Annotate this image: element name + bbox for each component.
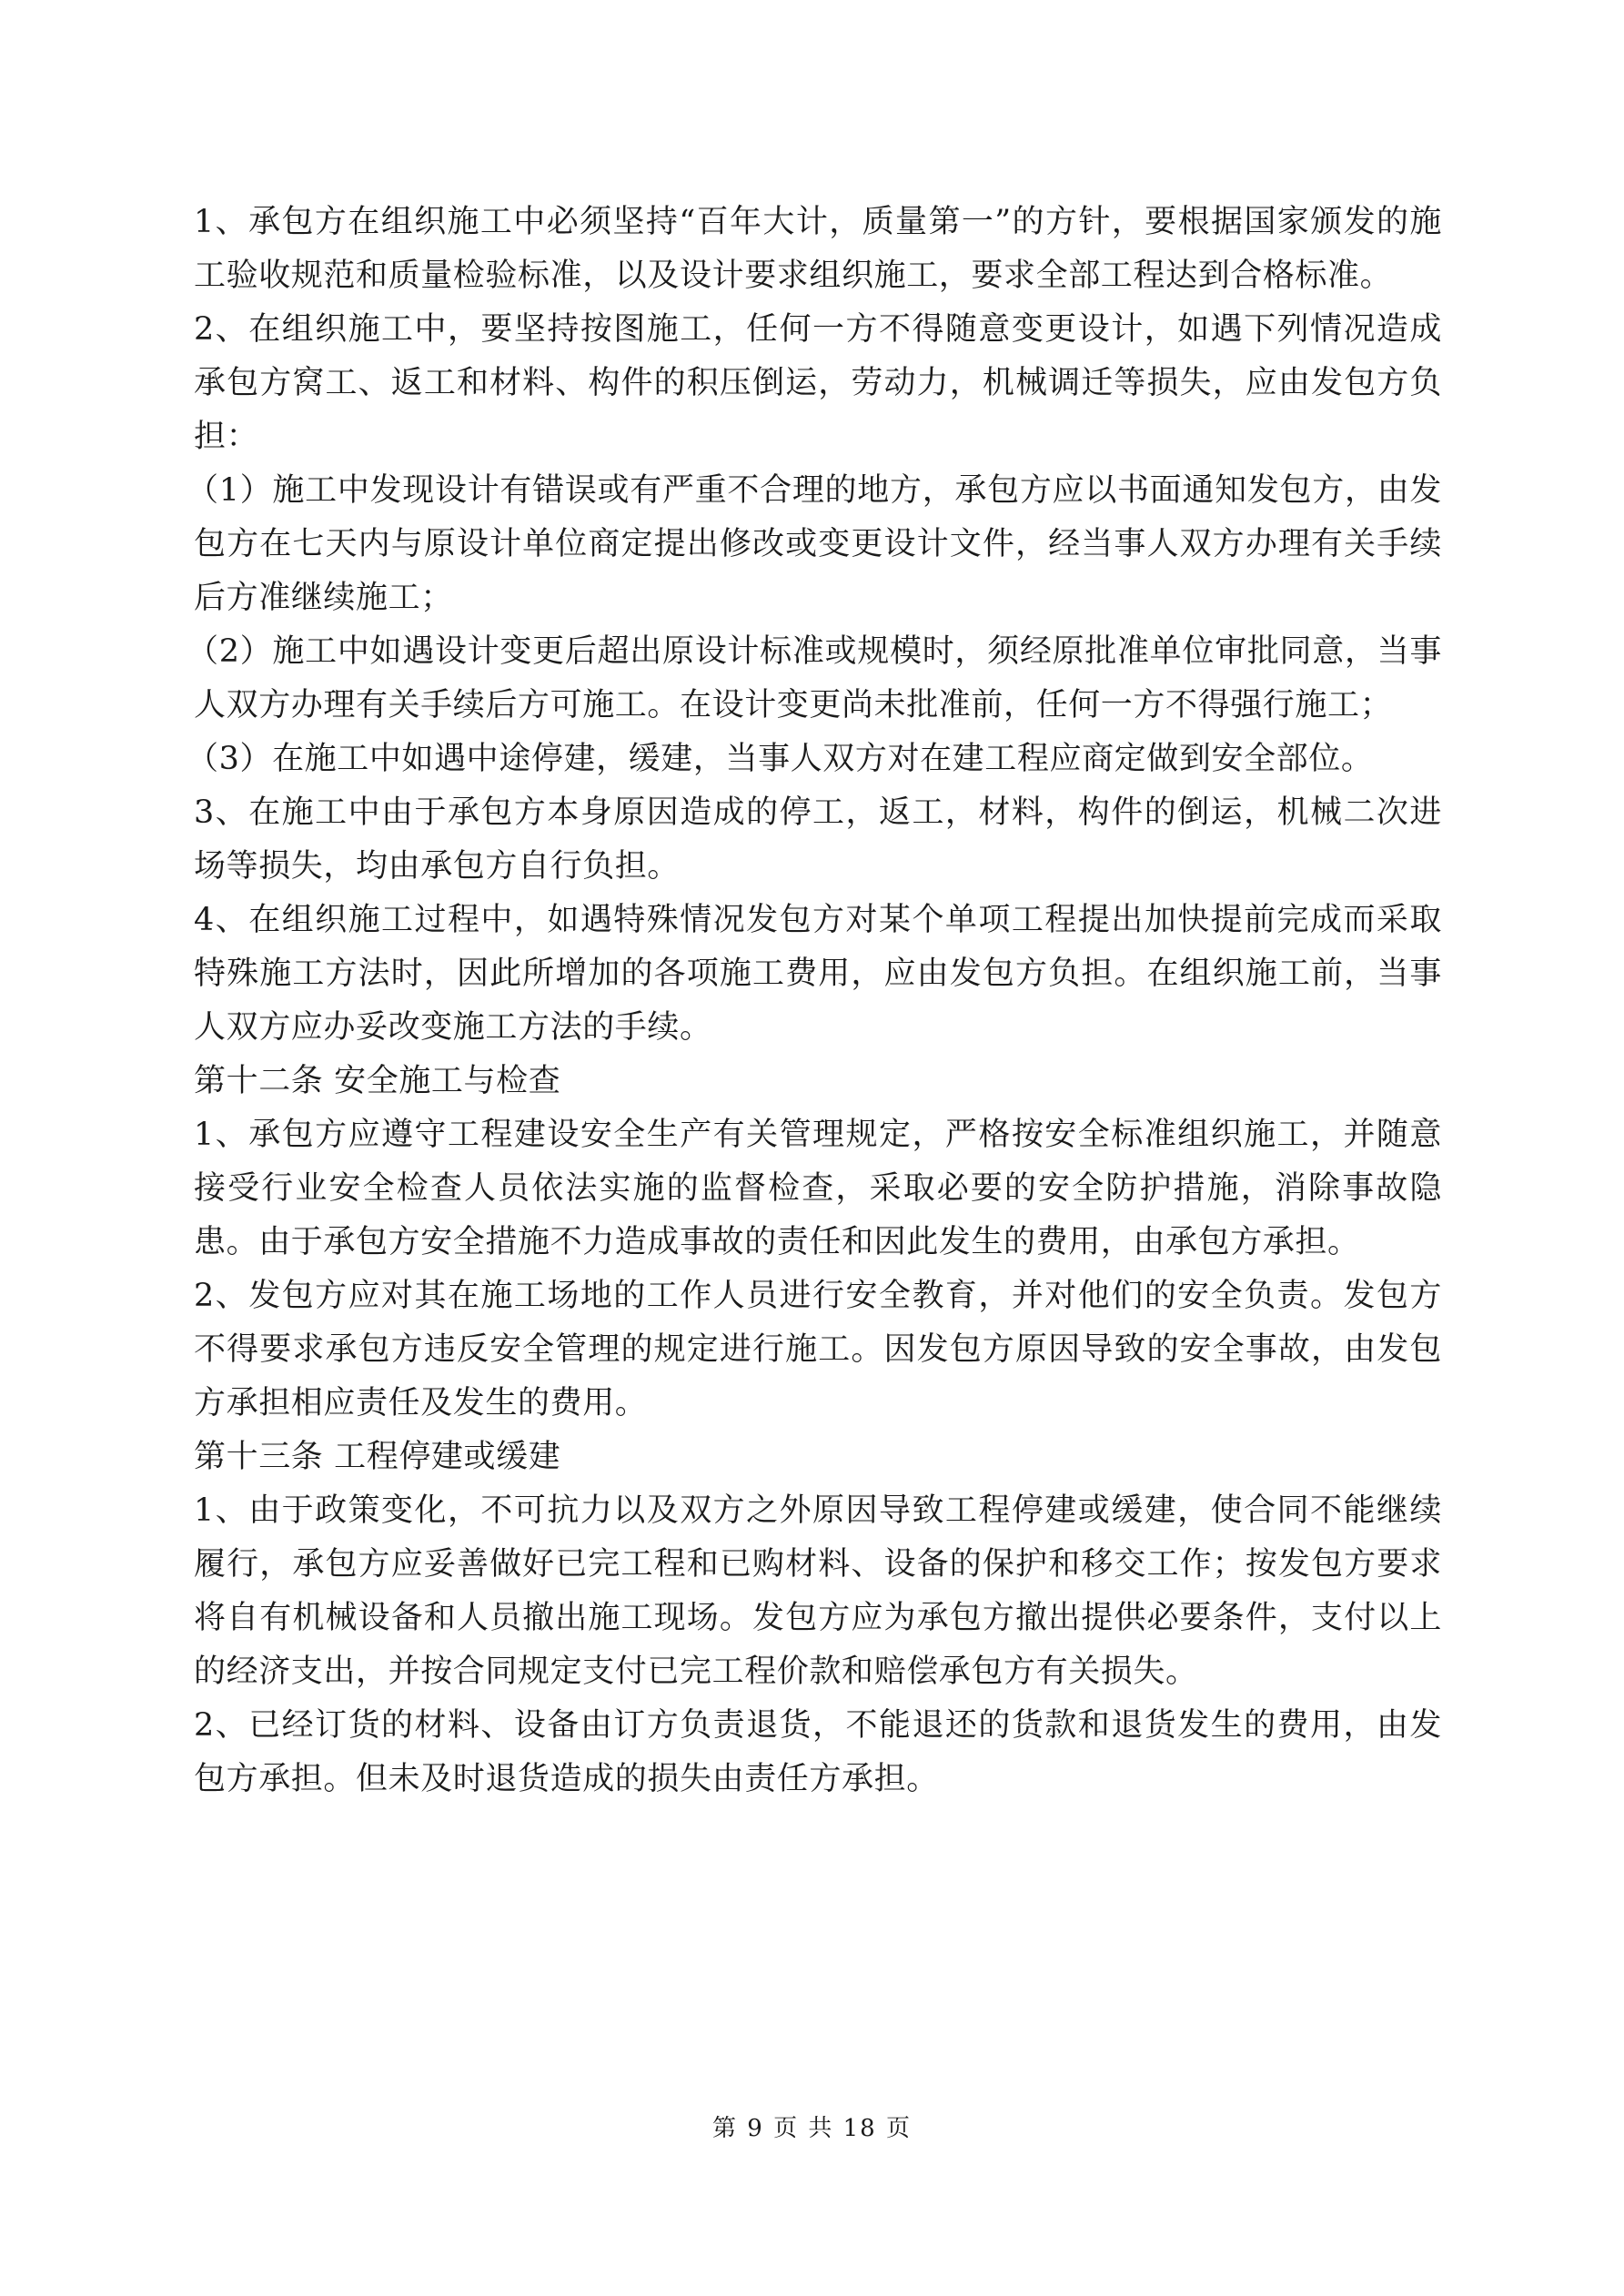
paragraph-subitem-3: （3）在施工中如遇中途停建，缓建，当事人双方对在建工程应商定做到安全部位。 [187,741,1374,777]
section-heading-article-12: 第十二条 安全施工与检查 [194,1063,561,1099]
page-number-footer: 第 9 页 共 18 页 [712,2115,912,2142]
paragraph-subitem-2: （2）施工中如遇设计变更后超出原设计标准或规模时，须经原批准单位审批同意，当事人双方办理有关手续后方可施工。在设计变更尚未批准前，任何一方不得强行施工； [187,633,1442,723]
section-heading-article-13: 第十三条 工程停建或缓建 [194,1439,561,1475]
paragraph-subitem-1: （1）施工中发现设计有错误或有严重不合理的地方，承包方应以书面通知发包方，由发包方在七天内与原设计单位商定提出修改或变更设计文件，经当事人双方办理有关手续后方准继续施工； [187,472,1442,616]
paragraph-safety-clause-1: 1、承包方应遵守工程建设安全生产有关管理规定，严格按安全标准组织施工，并随意接受行业安全检查人员依法实施的监督检查，采取必要的安全防护措施，消除事故隐患。由于承包方安全措施不力造成事故的责任和因此发生的费用，由承包方承担。 [194,1117,1442,1260]
paragraph-quality-clause-2: 2、在组织施工中，要坚持按图施工，任何一方不得随意变更设计，如遇下列情况造成承包方窝工、返工和材料、构件的积压倒运，劳动力，机械调迁等损失，应由发包方负担： [194,311,1442,455]
paragraph-quality-clause-3: 3、在施工中由于承包方本身原因造成的停工，返工，材料，构件的倒运，机械二次进场等损失，均由承包方自行负担。 [194,794,1442,885]
paragraph-suspension-clause-2: 2、已经订货的材料、设备由订方负责退货，不能退还的货款和退货发生的费用，由发包方承担。但未及时退货造成的损失由责任方承担。 [194,1707,1442,1797]
paragraph-quality-clause-1: 1、承包方在组织施工中必须坚持“百年大计，质量第一”的方针，要根据国家颁发的施工验收规范和质量检验标准，以及设计要求组织施工，要求全部工程达到合格标准。 [194,204,1442,294]
document-body [187,196,1442,1806]
paragraph-suspension-clause-1: 1、由于政策变化，不可抗力以及双方之外原因导致工程停建或缓建，使合同不能继续履行，承包方应妥善做好已完工程和已购材料、设备的保护和移交工作；按发包方要求将自有机械设备和人员撤出施工现场。发包方应为承包方撤出提供必要条件，支付以上的经济支出，并按合同规定支付已完工程价款和赔偿承包方有关损失。 [194,1492,1442,1690]
paragraph-quality-clause-4: 4、在组织施工过程中，如遇特殊情况发包方对某个单项工程提出加快提前完成而采取特殊施工方法时，因此所增加的各项施工费用，应由发包方负担。在组织施工前，当事人双方应办妥改变施工方法的手续。 [194,902,1442,1046]
paragraph-safety-clause-2: 2、发包方应对其在施工场地的工作人员进行安全教育，并对他们的安全负责。发包方不得要求承包方违反安全管理的规定进行施工。因发包方原因导致的安全事故，由发包方承担相应责任及发生的费用。 [194,1278,1442,1421]
